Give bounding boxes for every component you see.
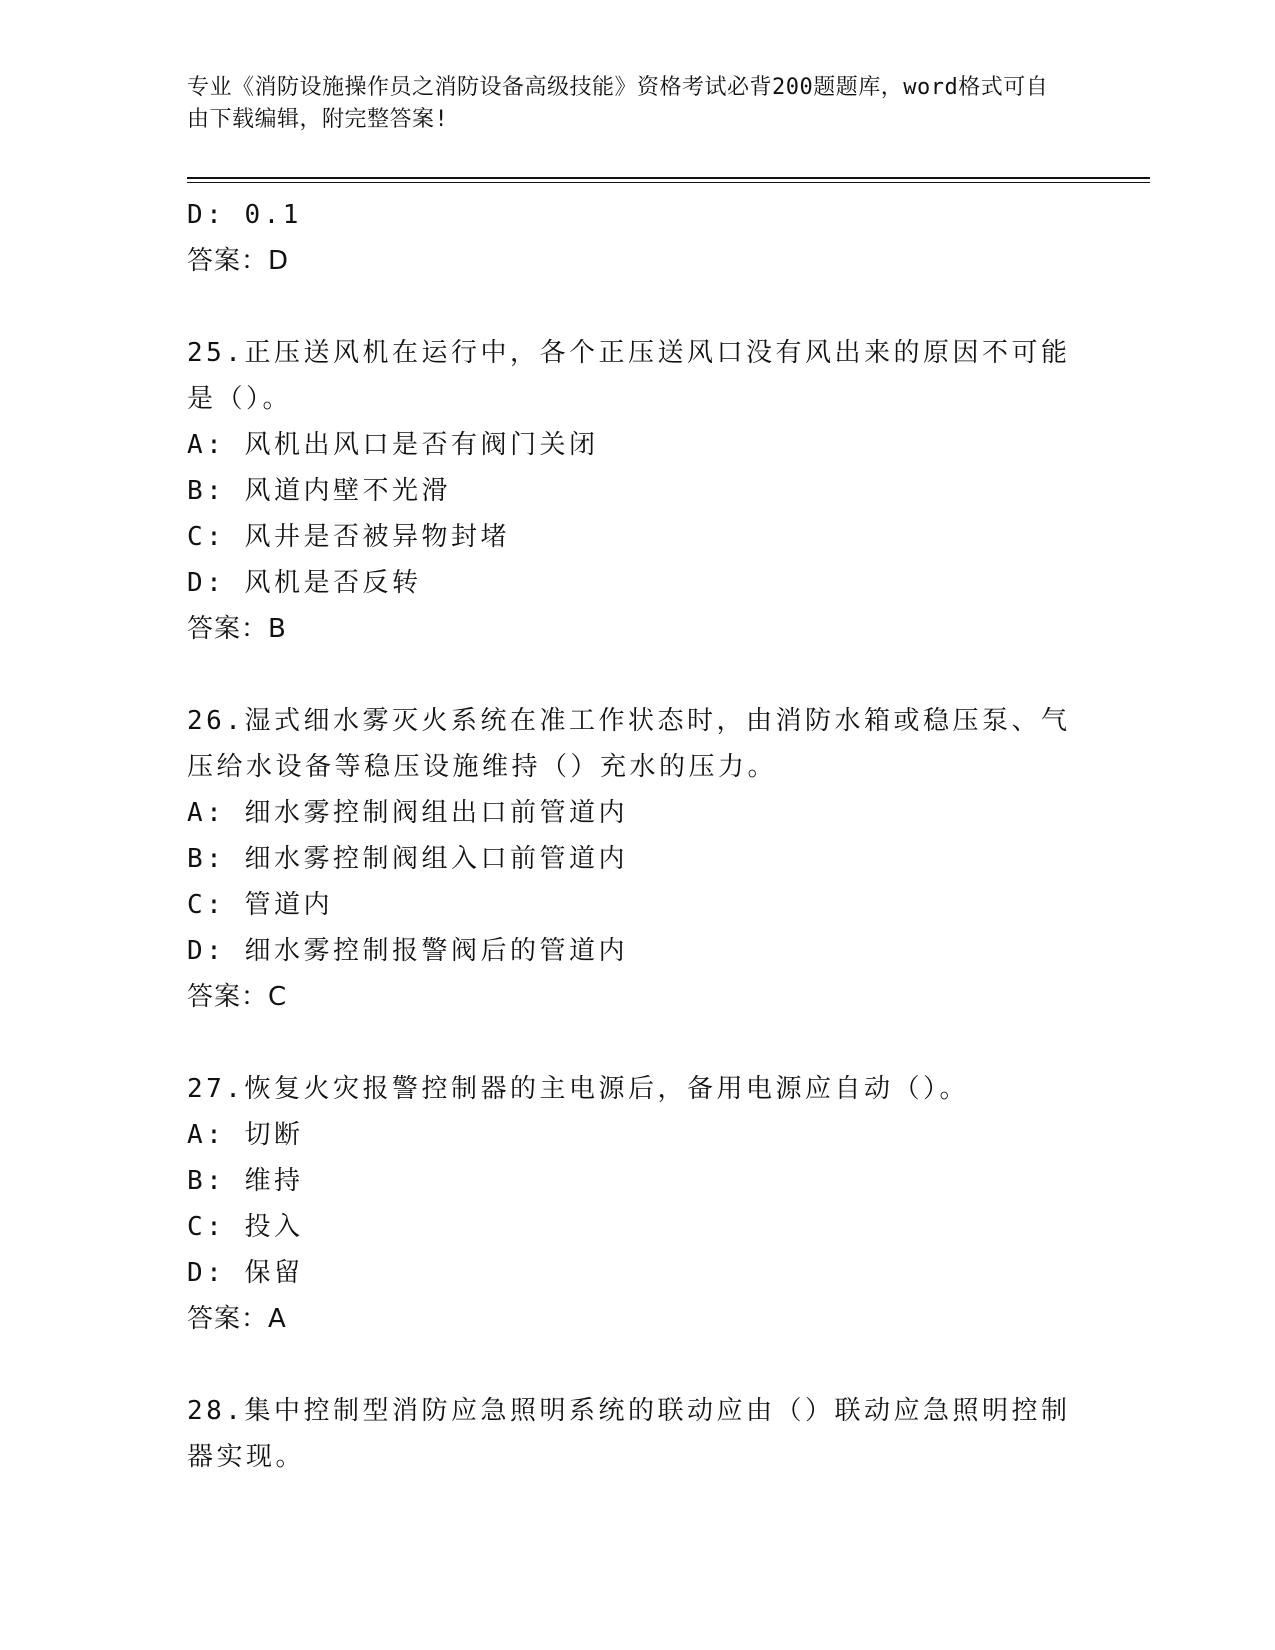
option-b: B: 风道内壁不光滑 bbox=[187, 476, 451, 506]
option-d: D: 保留 bbox=[187, 1258, 304, 1288]
question-stem: 28.集中控制型消防应急照明系统的联动应由（）联动应急照明控制器实现。 bbox=[187, 1396, 1071, 1472]
option-a: A: 切断 bbox=[187, 1120, 304, 1150]
document-header: 专业《消防设施操作员之消防设备高级技能》资格考试必背200题题库，word格式可自由下载编辑，附完整答案! bbox=[187, 75, 1049, 132]
previous-answer: 答案：D bbox=[187, 246, 290, 276]
option-a: A: 风机出风口是否有阀门关闭 bbox=[187, 430, 599, 460]
option-b: B: 维持 bbox=[187, 1166, 304, 1196]
option-d: D: 细水雾控制报警阀后的管道内 bbox=[187, 936, 628, 966]
question-25 bbox=[187, 330, 1087, 652]
question-27 bbox=[187, 1066, 1087, 1342]
answer: 答案：A bbox=[187, 1304, 287, 1334]
question-stem: 25.正压送风机在运行中，各个正压送风口没有风出来的原因不可能是（）。 bbox=[187, 338, 1071, 414]
question-list bbox=[187, 192, 1087, 1480]
question-stem: 26.湿式细水雾灭火系统在准工作状态时，由消防水箱或稳压泵、气压给水设备等稳压设施维持（）充水的压力。 bbox=[187, 706, 1071, 782]
option-c: C: 风井是否被异物封堵 bbox=[187, 522, 510, 552]
header-divider-thin bbox=[187, 182, 1150, 183]
option-a: A: 细水雾控制阀组出口前管道内 bbox=[187, 798, 628, 828]
answer: 答案：B bbox=[187, 614, 287, 644]
question-stem: 27.恢复火灾报警控制器的主电源后，备用电源应自动（）。 bbox=[187, 1074, 969, 1104]
header-divider-thick bbox=[187, 177, 1150, 179]
answer: 答案：C bbox=[187, 982, 288, 1012]
option-b: B: 细水雾控制阀组入口前管道内 bbox=[187, 844, 628, 874]
option-d: D: 风机是否反转 bbox=[187, 568, 422, 598]
option-c: C: 投入 bbox=[187, 1212, 304, 1242]
previous-option-d: D: 0.1 bbox=[187, 200, 302, 230]
question-26 bbox=[187, 698, 1087, 1020]
option-c: C: 管道内 bbox=[187, 890, 333, 920]
question-28 bbox=[187, 1388, 1087, 1480]
